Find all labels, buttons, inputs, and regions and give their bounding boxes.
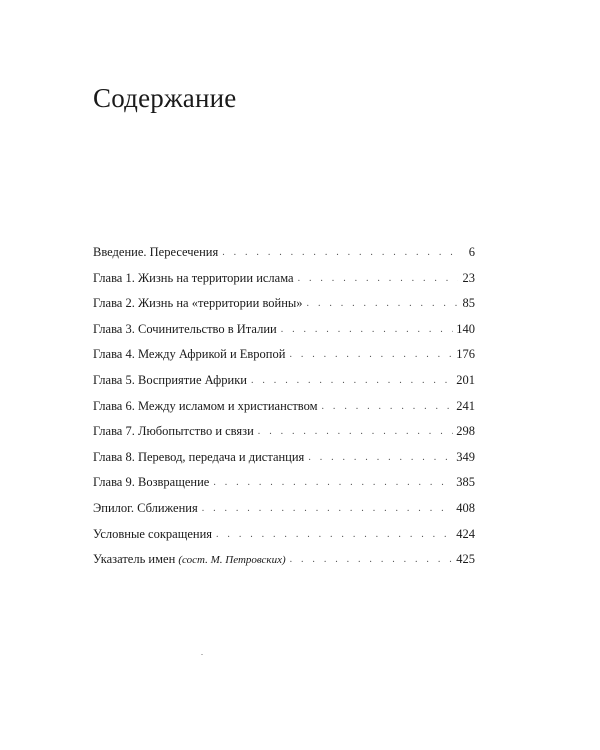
toc-entry-label: Глава 6. Между исламом и христианством <box>93 398 318 413</box>
toc-entry-label: Глава 3. Сочинительство в Италии <box>93 321 277 336</box>
toc-entry-label: Глава 7. Любопытство и связи <box>93 424 254 439</box>
dot-leader <box>308 445 453 471</box>
toc-entry-note: (сост. М. Петровских) <box>178 554 286 567</box>
dot-leader <box>216 522 453 548</box>
dot-leader <box>322 394 454 420</box>
toc-entry-chapter-5 <box>93 368 475 394</box>
toc-entry-page: 298 <box>456 424 475 439</box>
toc-entry-label: Глава 8. Перевод, передача и дистанция <box>93 449 305 464</box>
toc-entry-label: Глава 2. Жизнь на «территории войны» <box>93 296 303 311</box>
toc-entry-introduction <box>93 240 475 266</box>
toc-entry-chapter-2 <box>93 291 475 317</box>
toc-entry-chapter-9 <box>93 470 475 496</box>
toc-entry-page: 424 <box>456 526 475 541</box>
toc-entry-chapter-3 <box>93 317 475 343</box>
toc-entry-label: Условные сокращения <box>93 526 213 541</box>
toc-entry-page: 6 <box>468 245 475 259</box>
print-speck <box>201 654 203 655</box>
dot-leader <box>289 342 453 368</box>
toc-entry-label-text: Указатель имен <box>93 552 176 567</box>
toc-entry-chapter-7 <box>93 419 475 445</box>
toc-entry-page: 23 <box>462 270 475 285</box>
toc-entry-label <box>93 547 286 574</box>
toc-entry-page: 408 <box>456 500 475 515</box>
toc-entry-page: 85 <box>462 296 475 311</box>
toc-entry-chapter-4 <box>93 342 475 368</box>
dot-leader <box>258 419 453 445</box>
dot-leader <box>307 291 458 317</box>
toc-entry-abbreviations <box>93 522 475 548</box>
toc-entry-label: Введение. Пересечения <box>93 245 219 259</box>
toc-entry-label: Глава 4. Между Африкой и Европой <box>93 347 286 362</box>
dot-leader <box>298 266 458 292</box>
toc-entry-label: Глава 5. Восприятие Африки <box>93 372 247 387</box>
toc-entry-page: 425 <box>456 552 475 567</box>
toc-entry-page: 385 <box>456 475 475 490</box>
toc-entry-label: Эпилог. Сближения <box>93 500 198 515</box>
dot-leader <box>213 470 453 496</box>
toc-entry-label: Глава 9. Возвращение <box>93 475 210 490</box>
dot-leader <box>290 547 454 573</box>
toc-entry-name-index <box>93 547 475 573</box>
toc-entry-page: 176 <box>456 347 475 362</box>
dot-leader <box>281 317 454 343</box>
table-of-contents <box>93 240 475 573</box>
toc-entry-page: 140 <box>456 321 475 336</box>
dot-leader <box>222 240 458 266</box>
toc-entry-page: 201 <box>456 372 475 387</box>
toc-entry-chapter-6 <box>93 394 475 420</box>
toc-entry-label: Глава 1. Жизнь на территории ислама <box>93 270 294 285</box>
toc-entry-page: 349 <box>456 449 475 464</box>
toc-entry-page: 241 <box>456 398 475 413</box>
toc-entry-epilogue <box>93 496 475 522</box>
dot-leader <box>251 368 453 394</box>
toc-entry-chapter-8 <box>93 445 475 471</box>
dot-leader <box>202 496 454 522</box>
page-title: Содержание <box>93 83 237 113</box>
toc-entry-chapter-1 <box>93 266 475 292</box>
